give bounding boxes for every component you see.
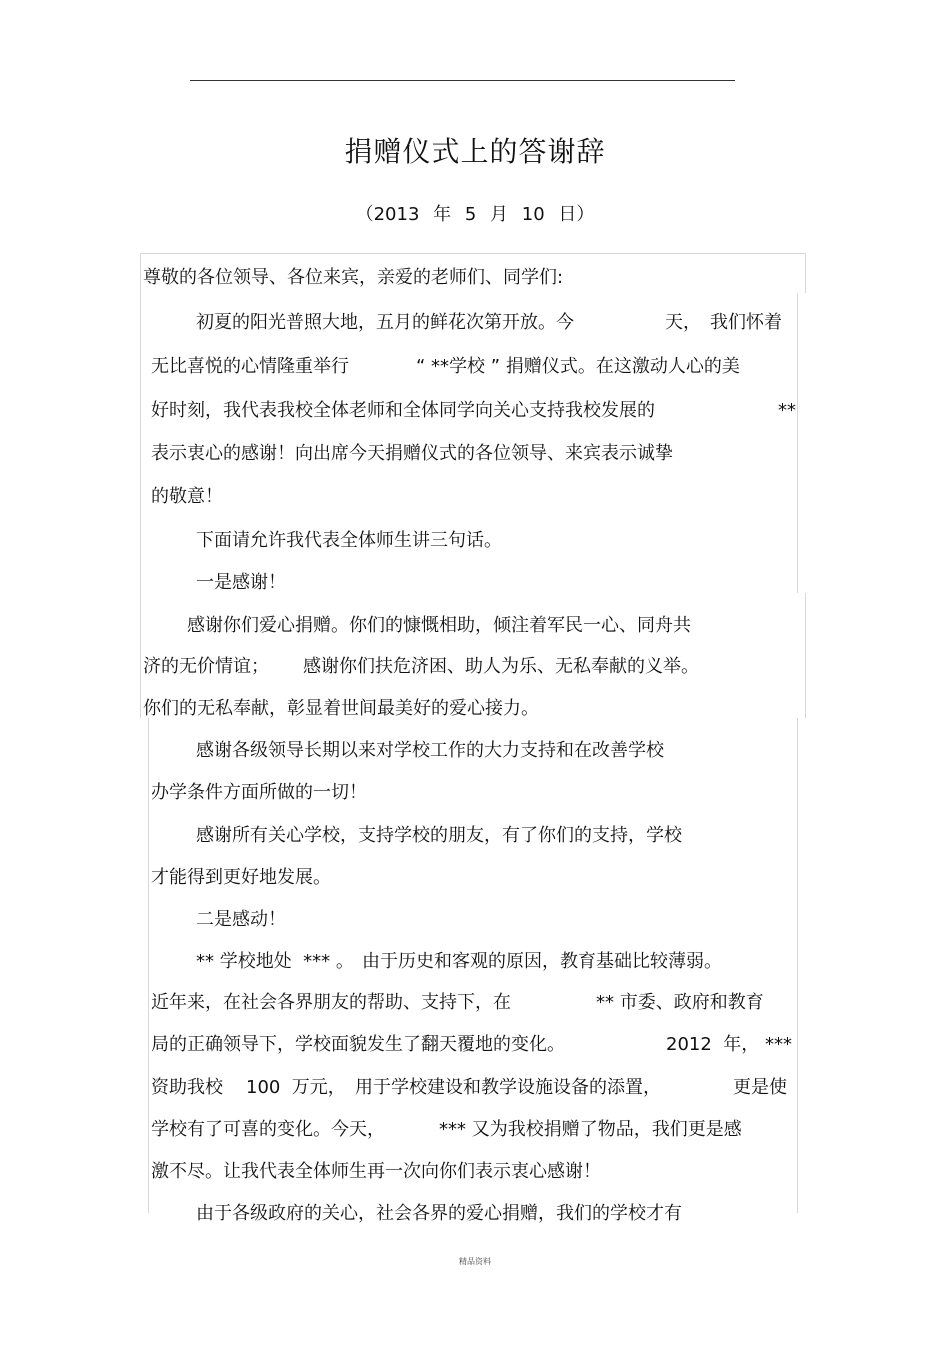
text-line: *** — [765, 1034, 792, 1055]
text-line: ** 市委、政府和教育 — [596, 992, 764, 1013]
frame-line — [797, 718, 798, 1213]
text-line: 局的正确领导下，学校面貌发生了翻天覆地的变化。 — [151, 1034, 565, 1055]
text-line: “ **学校 ” 捐赠仪式。在这激动人心的美 — [416, 356, 740, 377]
text-line: 才能得到更好地发展。 — [151, 867, 331, 888]
text-line: 用于学校建设和教学设施设备的添置， — [355, 1077, 661, 1098]
frame-line — [797, 293, 798, 593]
document-date: （2013 年 5 月 10 日） — [355, 204, 595, 225]
text-line: 的敬意！ — [151, 486, 223, 507]
text-line: 办学条件方面所做的一切！ — [151, 782, 367, 803]
text-line: ** — [778, 400, 796, 421]
frame-line — [805, 253, 806, 293]
frame-line — [148, 718, 149, 1213]
text-line: 初夏的阳光普照大地，五月的鲜花次第开放。今 — [196, 312, 574, 333]
text-line: 感谢各级领导长期以来对学校工作的大力支持和在改善学校 — [196, 740, 664, 761]
text-line: 更是使 — [733, 1077, 787, 1098]
text-line: 感谢你们扶危济困、助人为乐、无私奉献的义举。 — [303, 656, 699, 677]
header-rule — [190, 80, 735, 81]
text-line: 100 万元， — [246, 1077, 346, 1098]
text-line: 无比喜悦的心情隆重举行 — [151, 356, 349, 377]
text-line: 感谢所有关心学校，支持学校的朋友，有了你们的支持，学校 — [196, 825, 682, 846]
text-line: 资助我校 — [151, 1077, 223, 1098]
text-line: 激不尽。让我代表全体师生再一次向你们表示衷心感谢！ — [151, 1161, 601, 1182]
document-title: 捐赠仪式上的答谢辞 — [344, 135, 606, 168]
frame-line — [140, 253, 141, 718]
text-line: 下面请允许我代表全体师生讲三句话。 — [196, 530, 502, 551]
text-line: *** 又为我校捐赠了物品，我们更是感 — [439, 1119, 742, 1140]
text-line: 济的无价情谊； — [143, 656, 269, 677]
text-line: 我们怀着 — [710, 312, 782, 333]
text-line: 好时刻，我代表我校全体老师和全体同学向关心支持我校发展的 — [151, 400, 655, 421]
text-line: 天， — [665, 312, 701, 333]
text-line: 你们的无私奉献，彰显着世间最美好的爱心接力。 — [143, 698, 539, 719]
text-line: 表示衷心的感谢！向出席今天捐赠仪式的各位领导、来宾表示诚挚 — [151, 443, 673, 464]
text-line: 由于历史和客观的原因，教育基础比较薄弱。 — [362, 951, 722, 972]
text-line: 近年来，在社会各界朋友的帮助、支持下，在 — [151, 992, 511, 1013]
text-line: 一是感谢！ — [196, 572, 286, 593]
footer-note: 精品资料 — [459, 1257, 491, 1266]
frame-line — [805, 593, 806, 718]
text-line: ** 学校地处 *** 。 — [196, 951, 354, 972]
frame-line — [140, 253, 805, 254]
text-line: 尊敬的各位领导、各位来宾，亲爱的老师们、同学们: — [143, 267, 564, 288]
text-line: 学校有了可喜的变化。今天， — [151, 1119, 385, 1140]
text-line: 二是感动！ — [196, 909, 286, 930]
text-line: 由于各级政府的关心，社会各界的爱心捐赠，我们的学校才有 — [196, 1203, 682, 1224]
text-line: 2012 年， — [666, 1034, 760, 1055]
text-line: 感谢你们爱心捐赠。你们的慷慨相助，倾注着军民一心、同舟共 — [187, 615, 691, 636]
